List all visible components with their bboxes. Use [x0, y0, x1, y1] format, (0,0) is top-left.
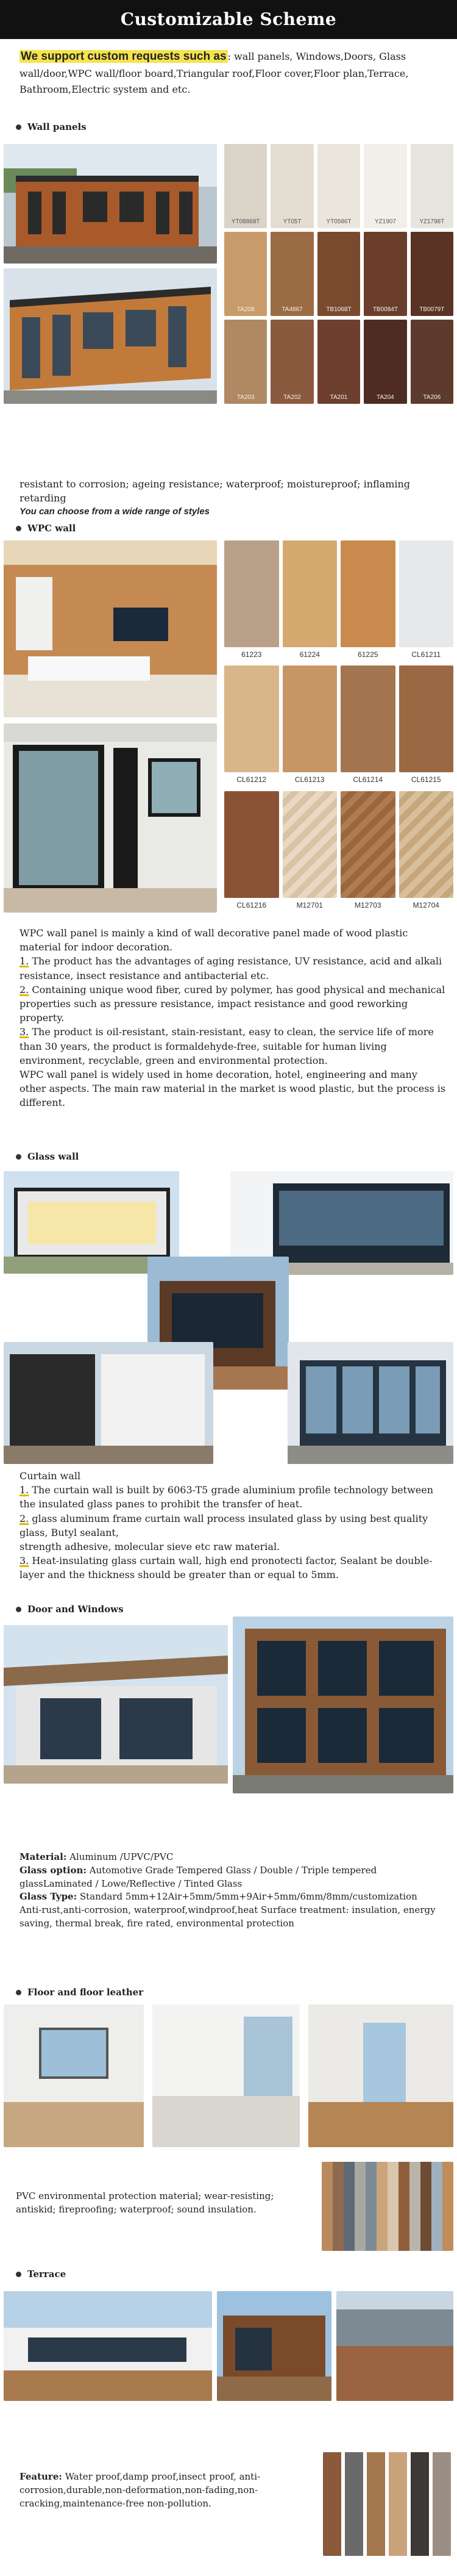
- wall-panel-container-photo-1: [4, 144, 217, 264]
- wpc-swatch-item[interactable]: M12703: [341, 791, 395, 913]
- swatch[interactable]: TB0084T: [364, 232, 406, 316]
- wpc-swatch-item[interactable]: M12704: [399, 791, 454, 913]
- wall-panel-description: resistant to corrosion; ageing resistance; waterproof; moistureproof; inflaming retarding You can choose from a wide range of styles: [19, 477, 446, 518]
- swatch[interactable]: YZ1907: [364, 144, 406, 228]
- swatch[interactable]: YT08868T: [224, 144, 267, 228]
- swatch: [341, 791, 395, 898]
- page-header: [0, 0, 457, 39]
- bullet-icon: [16, 526, 21, 531]
- swatch: [341, 666, 395, 772]
- swatch: [224, 540, 279, 647]
- swatch[interactable]: TA203: [224, 320, 267, 404]
- swatch: [399, 666, 454, 772]
- door-windows-specs: Material: Aluminum /UPVC/PVC Glass option: Automotive Grade Tempered Glass / Double / Triple tempered glassLaminated / Lowe/Reflective / Tinted Glass Glass Type: Standard 5mm+12Air+5mm/5mm+9Air+5mm/6mm/8mm/customization Anti-rust,anti-corrosion, waterproof,windproof,heat Surface treatment: insulation, energy saving, thermal break, fire rated, environmental protection: [19, 1851, 436, 1929]
- section-wpc-wall-title: WPC wall: [0, 522, 76, 534]
- wpc-swatch-item[interactable]: CL61211: [399, 540, 454, 662]
- terrace-board-samples: [323, 2452, 453, 2556]
- wall-panel-note: You can choose from a wide range of styles: [19, 506, 210, 517]
- bullet-icon: [16, 1990, 21, 1995]
- floor-leather-samples: [322, 2162, 453, 2251]
- bullet-icon: [16, 1154, 21, 1160]
- swatch[interactable]: TA206: [411, 320, 453, 404]
- swatch: [283, 666, 338, 772]
- section-glass-wall-title: Glass wall: [0, 1150, 79, 1163]
- terrace-photo-2: [217, 2291, 331, 2401]
- swatch[interactable]: YT05T: [271, 144, 313, 228]
- wpc-swatch-item[interactable]: 61224: [283, 540, 338, 662]
- floor-photo-1: [4, 2004, 144, 2147]
- wpc-swatch-item[interactable]: M12701: [283, 791, 338, 913]
- wpc-room-photo-1: [4, 540, 217, 717]
- floor-photo-2: [152, 2004, 300, 2147]
- wpc-swatch-item[interactable]: 61225: [341, 540, 395, 662]
- wpc-swatch-item[interactable]: CL61216: [224, 791, 279, 913]
- intro-lead: We support custom requests such as: [21, 50, 227, 63]
- swatch[interactable]: TA201: [317, 320, 360, 404]
- page-title: Customizable Scheme: [120, 9, 337, 30]
- wpc-swatch-item[interactable]: CL61213: [283, 666, 338, 787]
- floor-description: PVC environmental protection material; wear-resisting; antiskid; fireproofing; waterproof; sound insulation.: [16, 2190, 274, 2215]
- window-photo-2: [233, 1616, 453, 1793]
- section-wall-panels-title: Wall panels: [0, 121, 87, 133]
- swatch: [399, 791, 454, 898]
- glass-wall-photo-4: [4, 1342, 213, 1464]
- swatch[interactable]: TA204: [364, 320, 406, 404]
- terrace-photo-3: [336, 2291, 453, 2401]
- glass-wall-photo-5: [288, 1342, 453, 1464]
- section-terrace-title: Terrace: [0, 2268, 66, 2280]
- swatch[interactable]: TA202: [271, 320, 313, 404]
- swatch: [283, 791, 338, 898]
- swatch: [224, 666, 279, 772]
- swatch[interactable]: YT0586T: [317, 144, 360, 228]
- terrace-photo-1: [4, 2291, 212, 2401]
- wall-panel-container-photo-2: [4, 268, 217, 404]
- intro-rest: : wall panels, Windows,Doors, Glass wall/door,WPC wall/floor board,Triangular roof,Floor cover,Floor plan,Terrace, Bathroom,Electric system and etc.: [19, 51, 409, 95]
- door-photo-1: [4, 1625, 228, 1784]
- swatch[interactable]: TB1068T: [317, 232, 360, 316]
- wpc-swatch-item[interactable]: CL61214: [341, 666, 395, 787]
- swatch[interactable]: TA4867: [271, 232, 313, 316]
- wpc-description: WPC wall panel is mainly a kind of wall decorative panel made of wood plastic material for indoor decoration. 1. The product has the advantages of aging resistance, UV resistance, acid and alkali resistance, insect resistance and antibacterial etc. 2. Containing unique wood fiber, cured by polymer, has good physical and mechanical properties such as pressure resistance, impact resistance and good reworking property. 3. The product is oil-resistant, stain-resistant, easy to clean, the service life of more than 30 years, the product is formaldehyde-free, suitable for human living environment, recyclable, green and environmental protection. WPC wall panel is widely used in home decoration, hotel, engineering and many other aspects. The main raw material in the market is wood plastic, but the process is different.: [19, 927, 446, 1109]
- swatch[interactable]: TA208: [224, 232, 267, 316]
- swatch: [224, 791, 279, 898]
- wpc-swatch-item[interactable]: CL61212: [224, 666, 279, 787]
- wpc-room-photo-2: [4, 723, 217, 913]
- swatch: [283, 540, 338, 647]
- wpc-swatch-grid: [224, 540, 453, 913]
- glass-wall-description: Curtain wall 1. The curtain wall is built by 6063-T5 grade aluminium profile technology between the insulated glass panes to prohibit the transfer of heat. 2. glass aluminum frame curtain wall process insulated glass by using best quality glass, Butyl sealant, strength adhesive, molecular sieve etc raw material. 3. Heat-insulating glass curtain wall, high end pronotecti factor, Sealant be double-layer and the thickness should be greater than or equal to 5mm.: [19, 1470, 434, 1581]
- swatch: [399, 540, 454, 647]
- bullet-icon: [16, 2272, 21, 2277]
- intro-paragraph: [0, 39, 457, 101]
- wpc-swatch-item[interactable]: CL61215: [399, 666, 454, 787]
- swatch[interactable]: YZ1798T: [411, 144, 453, 228]
- bullet-icon: [16, 1607, 21, 1612]
- wpc-swatch-item[interactable]: 61223: [224, 540, 279, 662]
- floor-photo-3: [308, 2004, 453, 2147]
- wall-panel-swatch-grid: [224, 144, 453, 404]
- swatch[interactable]: TB0079T: [411, 232, 453, 316]
- bullet-icon: [16, 124, 21, 130]
- swatch: [341, 540, 395, 647]
- section-door-windows-title: Door and Windows: [0, 1603, 124, 1615]
- terrace-feature: Feature: Water proof,damp proof,insect proof, anti-corrosion,durable,non-deformation,non-fading,non-cracking,maintenance-free non-pollution.: [19, 2471, 261, 2509]
- section-floor-title: Floor and floor leather: [0, 1986, 143, 1998]
